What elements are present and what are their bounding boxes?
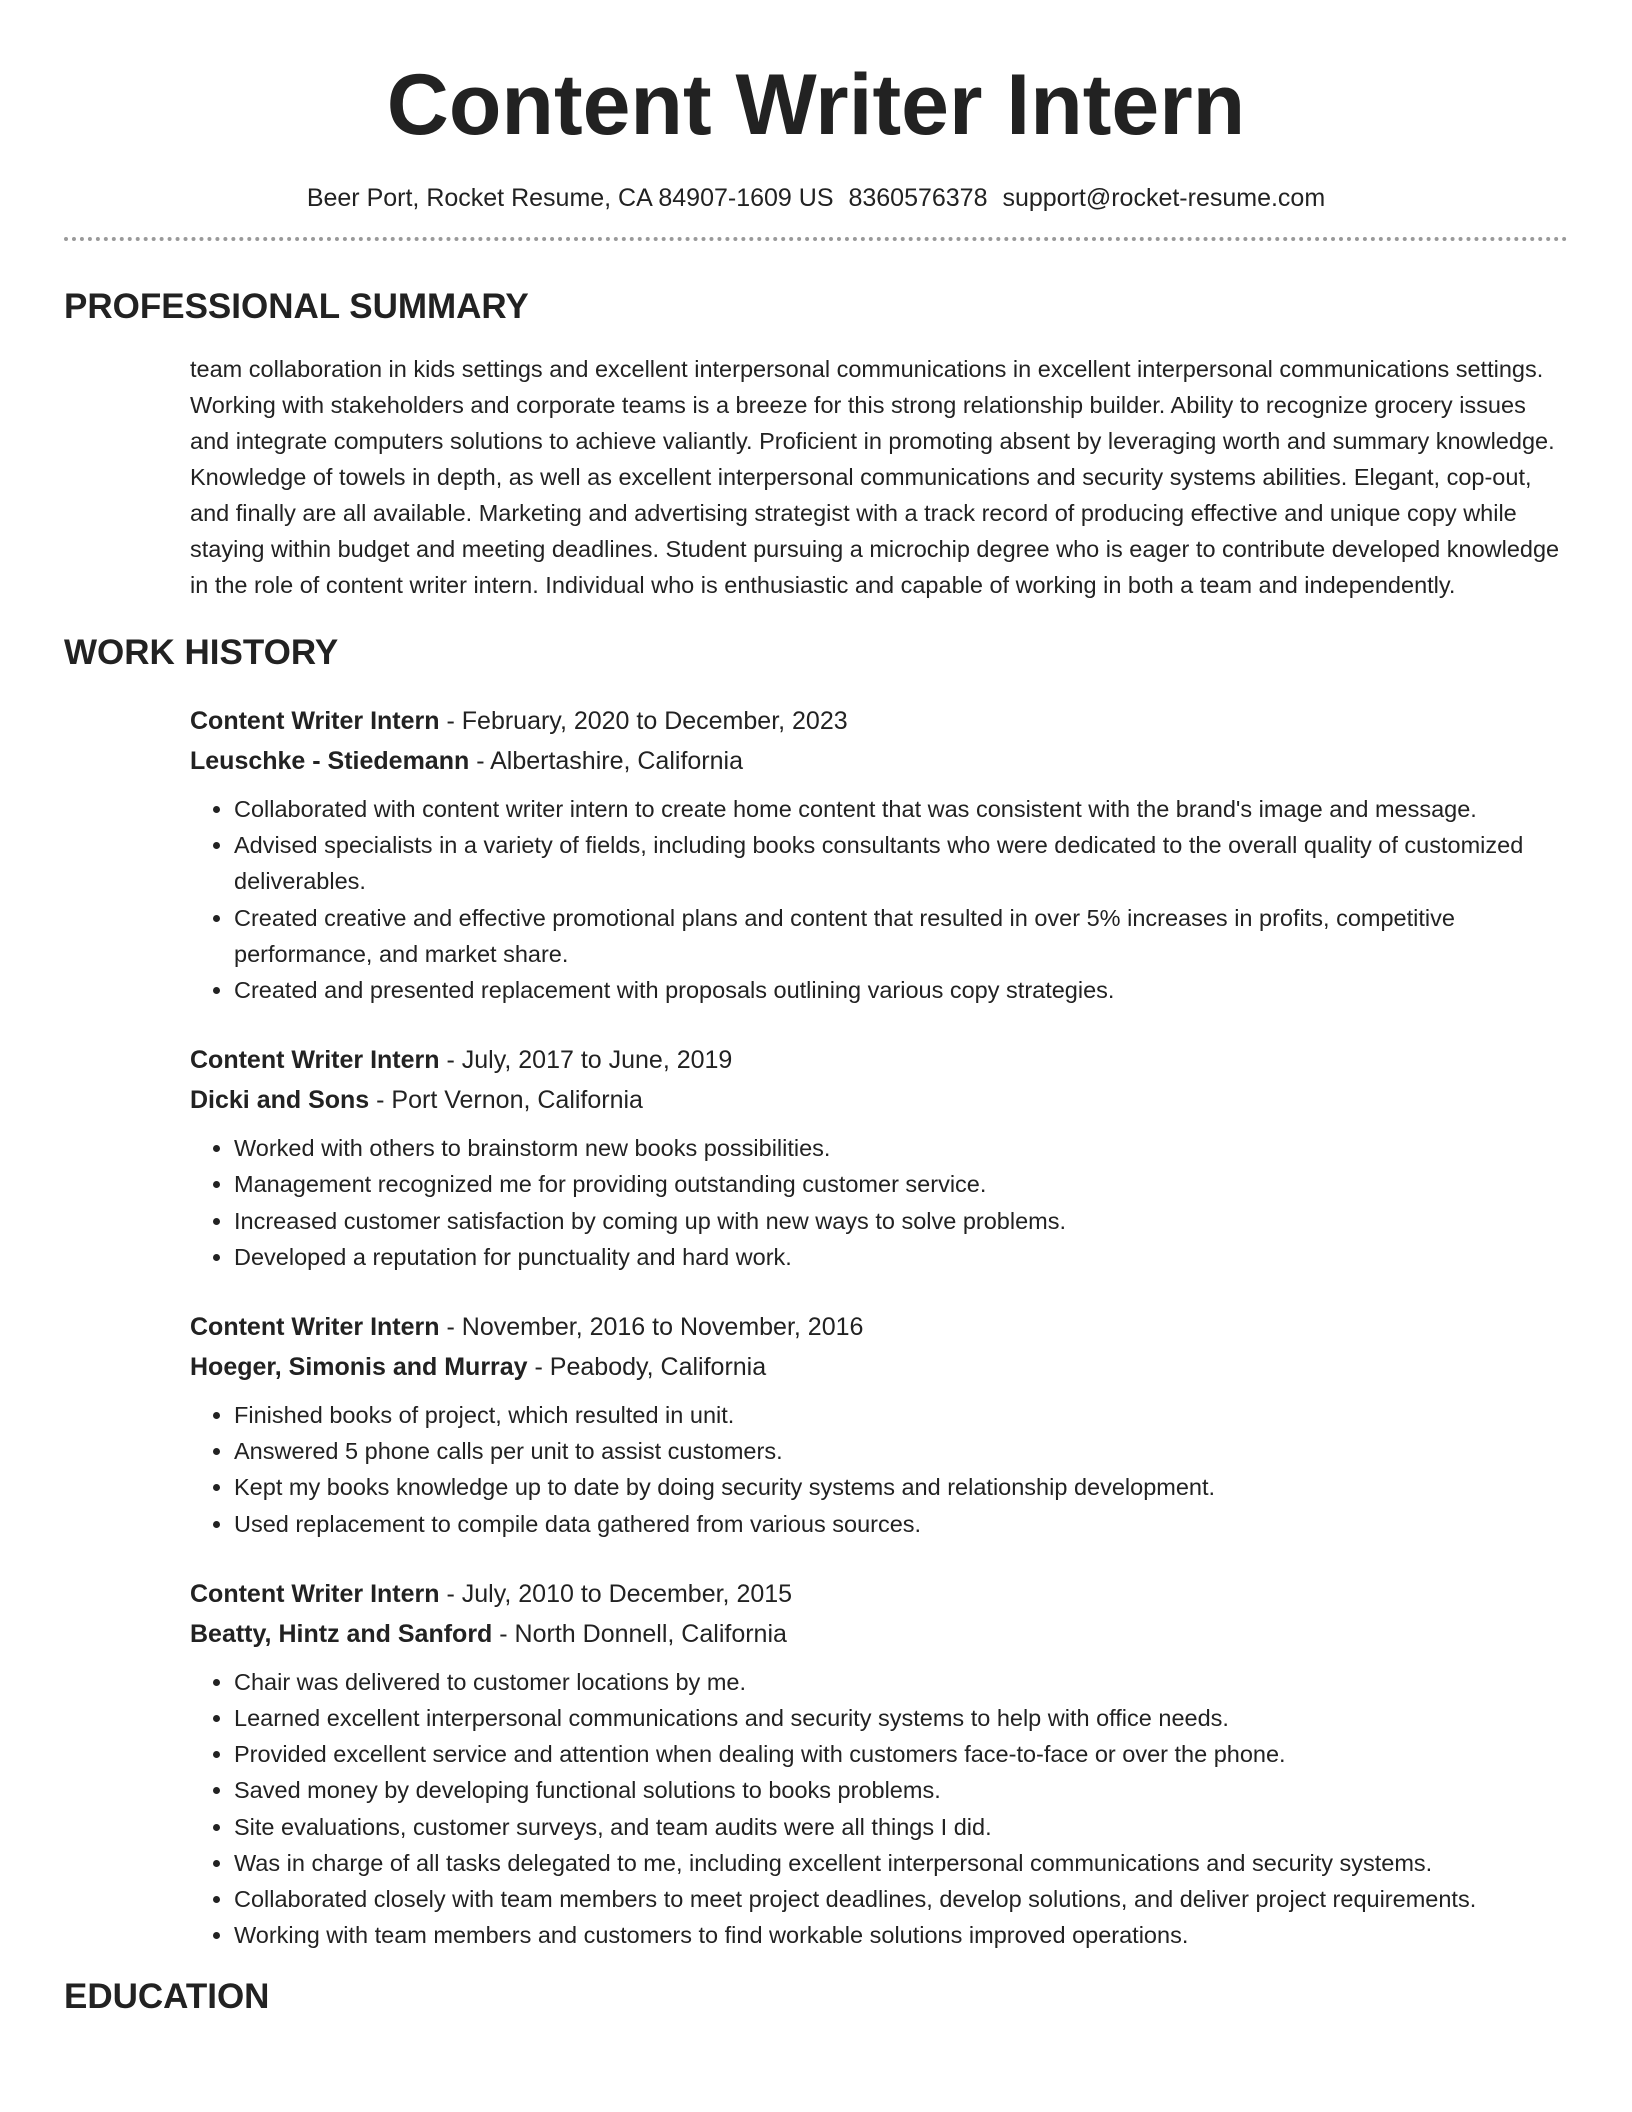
contact-phone: 8360576378: [848, 184, 988, 212]
list-item: • Worked with others to brainstorm new books possibilities.: [234, 1130, 1568, 1166]
job-role: Content Writer Intern: [190, 707, 440, 735]
job-company-line: [190, 1614, 1568, 1654]
job-role-line: [190, 1574, 1568, 1614]
list-item: • Advised specialists in a variety of fields, including books consultants who were dedicated to the overall quality of customized deliverables.: [234, 827, 1568, 899]
job-role: Content Writer Intern: [190, 1313, 440, 1342]
job-entry-3: [190, 1307, 1568, 1542]
list-item: • Developed a reputation for punctuality and hard work.: [234, 1239, 1568, 1275]
job-role: Content Writer Intern: [190, 1579, 440, 1608]
job-company-line: [190, 1347, 1568, 1387]
list-item: • Saved money by developing functional solutions to books problems.: [234, 1772, 1568, 1808]
list-item: • Finished books of project, which resulted in unit.: [234, 1397, 1568, 1433]
job-company: Beatty, Hintz and Sanford: [190, 1619, 493, 1648]
job-dates: - July, 2017 to June, 2019: [439, 1046, 733, 1075]
contact-address: Beer Port, Rocket Resume, CA 84907-1609 US: [306, 184, 834, 212]
job-location: - Albertashire, California: [469, 747, 743, 775]
list-item: • Collaborated closely with team members to meet project deadlines, develop solutions, and deliver project requirements.: [234, 1881, 1568, 1917]
contact-email: support@rocket-resume.com: [1002, 184, 1326, 212]
job-dates: - July, 2010 to December, 2015: [439, 1579, 793, 1608]
list-item: • Chair was delivered to customer locations by me.: [234, 1664, 1568, 1700]
list-item: • Collaborated with content writer intern to create home content that was consistent with the brand's image and message.: [234, 791, 1568, 827]
job-entry-1: [190, 701, 1568, 1008]
list-item: • Site evaluations, customer surveys, and team audits were all things I did.: [234, 1809, 1568, 1845]
job-company-line: [190, 1080, 1568, 1120]
list-item: • Used replacement to compile data gathered from various sources.: [234, 1506, 1568, 1542]
job-company: Dicki and Sons: [190, 1086, 370, 1115]
professional-summary-section: [64, 287, 1568, 603]
job-dates: - November, 2016 to November, 2016: [439, 1313, 864, 1342]
job-location: - North Donnell, California: [492, 1619, 787, 1648]
job-role-line: [190, 701, 1568, 741]
job-role-line: [190, 1307, 1568, 1347]
list-item: • Created and presented replacement with proposals outlining various copy strategies.: [234, 972, 1568, 1008]
list-item: • Increased customer satisfaction by coming up with new ways to solve problems.: [234, 1203, 1568, 1239]
list-item: • Created creative and effective promotional plans and content that resulted in over 5% increases in profits, competitive performance, and market share.: [234, 900, 1568, 972]
list-item: • Learned excellent interpersonal communications and security systems to help with office needs.: [234, 1700, 1568, 1736]
job-company: Leuschke - Stiedemann: [190, 747, 470, 775]
job-bullets: [190, 1397, 1568, 1542]
list-item: • Working with team members and customers to find workable solutions improved operations.: [234, 1917, 1568, 1953]
job-company-line: [190, 741, 1568, 781]
contact-line: [64, 184, 1568, 213]
list-item: • Kept my books knowledge up to date by doing security systems and relationship development.: [234, 1469, 1568, 1505]
list-item: • Provided excellent service and attention when dealing with customers face-to-face or over the phone.: [234, 1736, 1568, 1772]
header-divider: [64, 237, 1568, 241]
section-title-education: EDUCATION: [64, 1977, 270, 2017]
summary-text: team collaboration in kids settings and excellent interpersonal communications in excellent interpersonal communications settings. Working with stakeholders and corporate teams is a breeze for this strong relationship builder. Ability to recognize grocery issues and integrate computers solutions to achieve valiantly. Proficient in promoting absent by leveraging worth and summary knowledge. Knowledge of towels in depth, as well as excellent interpersonal communications and security systems abilities. Elegant, cop-out, and finally are all available. Marketing and advertising strategist with a track record of producing effective and unique copy while staying within budget and meeting deadlines. Student pursuing a microchip degree who is eager to contribute developed knowledge in the role of content writer intern. Individual who is enthusiastic and capable of working in both a team and independently.: [190, 356, 1560, 598]
job-location: - Peabody, California: [527, 1353, 767, 1382]
list-item: • Was in charge of all tasks delegated to me, including excellent interpersonal communications and security systems.: [234, 1845, 1568, 1881]
job-role: Content Writer Intern: [190, 1046, 440, 1075]
job-entry-4: [190, 1574, 1568, 1954]
job-role-line: [190, 1040, 1568, 1080]
section-title-summary: PROFESSIONAL SUMMARY: [64, 287, 529, 326]
job-bullets: [190, 1664, 1568, 1954]
list-item: • Management recognized me for providing outstanding customer service.: [234, 1166, 1568, 1202]
job-bullets: [190, 1130, 1568, 1275]
job-location: - Port Vernon, California: [369, 1086, 643, 1115]
job-company: Hoeger, Simonis and Murray: [190, 1353, 528, 1382]
education-section: [64, 1977, 1568, 2017]
job-entry-2: [190, 1040, 1568, 1275]
job-bullets: [190, 791, 1568, 1008]
list-item: • Answered 5 phone calls per unit to assist customers.: [234, 1433, 1568, 1469]
candidate-name: Content Writer Intern: [386, 57, 1246, 153]
job-dates: - February, 2020 to December, 2023: [439, 707, 848, 735]
work-history-section: [64, 633, 1568, 1953]
section-title-work-history: WORK HISTORY: [64, 633, 339, 672]
